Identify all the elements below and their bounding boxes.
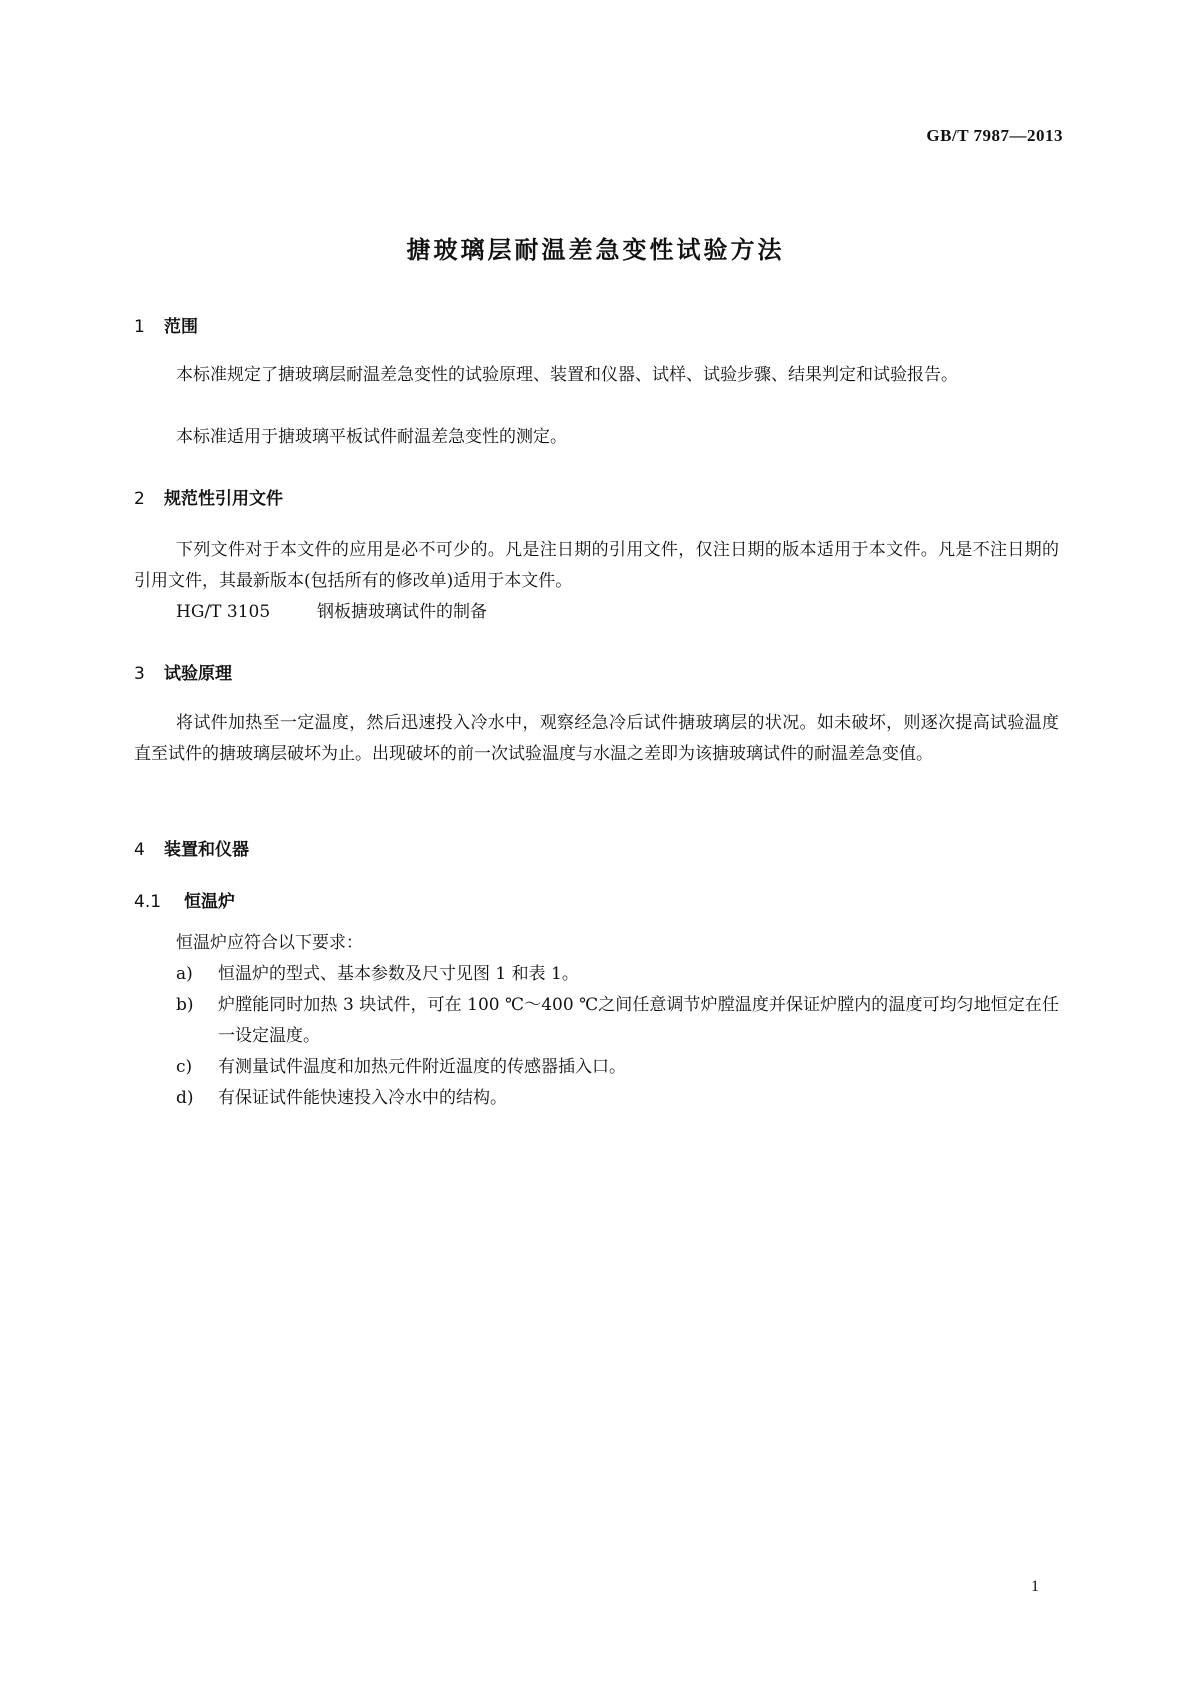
list-item-text: 有测量试件温度和加热元件附近温度的传感器插入口。 bbox=[218, 1057, 626, 1077]
standard-code: GB/T 7987—2013 bbox=[926, 126, 1063, 145]
section-title: 规范性引用文件 bbox=[164, 489, 283, 509]
document-title: 搪玻璃层耐温差急变性试验方法 bbox=[406, 236, 785, 264]
list-item bbox=[176, 959, 1059, 990]
list-marker: c) bbox=[176, 1057, 193, 1077]
section-2-paragraph-1: 下列文件对于本文件的应用是必不可少的。凡是注日期的引用文件，仅注日期的版本适用于本文件。凡是不注日期的引用文件，其最新版本(包括所有的修改单)适用于本文件。 bbox=[134, 540, 1059, 591]
list-item-text: 有保证试件能快速投入冷水中的结构。 bbox=[218, 1088, 507, 1108]
page-number: 1 bbox=[1031, 1578, 1039, 1595]
section-4-1-heading bbox=[134, 887, 235, 912]
section-3-paragraph-1: 将试件加热至一定温度，然后迅速投入冷水中，观察经急冷后试件搪玻璃层的状况。如未破坏，则逐次提高试验温度直至试件的搪玻璃层破坏为止。出现破坏的前一次试验温度与水温之差即为该搪玻璃试件的耐温差急变值。 bbox=[134, 713, 1059, 764]
list-marker: a) bbox=[176, 964, 193, 984]
section-4-heading bbox=[134, 835, 249, 860]
section-number: 1 bbox=[134, 317, 145, 337]
section-number: 4.1 bbox=[134, 892, 162, 912]
list-marker: b) bbox=[176, 995, 194, 1015]
section-number: 2 bbox=[134, 489, 145, 509]
section-1-paragraph-1: 本标准规定了搪玻璃层耐温差急变性的试验原理、装置和仪器、试样、试验步骤、结果判定和试验报告。 bbox=[176, 365, 958, 385]
section-2-heading bbox=[134, 484, 283, 509]
list-item-text: 恒温炉的型式、基本参数及尺寸见图 1 和表 1。 bbox=[218, 964, 579, 984]
section-title: 恒温炉 bbox=[184, 892, 235, 912]
list-item-text: 炉膛能同时加热 3 块试件，可在 100 ℃～400 ℃之间任意调节炉膛温度并保证炉膛内的温度可均匀地恒定在任一设定温度。 bbox=[218, 995, 1059, 1046]
section-1-paragraph-2: 本标准适用于搪玻璃平板试件耐温差急变性的测定。 bbox=[176, 427, 567, 447]
section-1-heading bbox=[134, 312, 198, 337]
list-item bbox=[176, 1052, 1059, 1083]
list-item bbox=[176, 990, 1059, 1052]
section-number: 3 bbox=[134, 664, 145, 684]
section-number: 4 bbox=[134, 840, 145, 860]
section-title: 范围 bbox=[164, 317, 198, 337]
reference-entry bbox=[176, 597, 487, 628]
section-title: 试验原理 bbox=[164, 664, 232, 684]
section-3-heading bbox=[134, 659, 232, 684]
section-title: 装置和仪器 bbox=[164, 840, 249, 860]
reference-title: 钢板搪玻璃试件的制备 bbox=[317, 602, 487, 622]
list-marker: d) bbox=[176, 1088, 194, 1108]
list-item bbox=[176, 1083, 1059, 1114]
reference-code: HG/T 3105 bbox=[176, 602, 271, 622]
section-4-1-intro: 恒温炉应符合以下要求： bbox=[176, 933, 363, 953]
